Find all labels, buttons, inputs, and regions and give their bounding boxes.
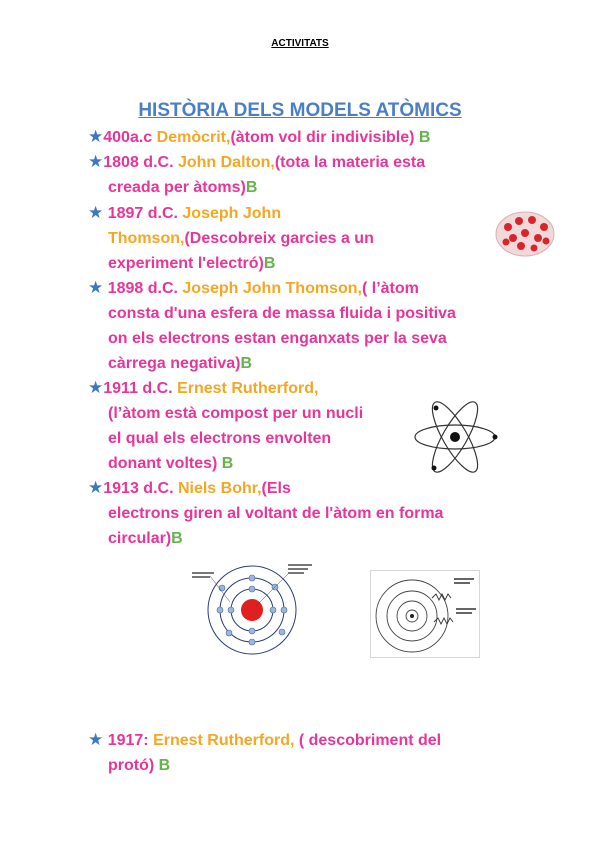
- star-icon: ★: [88, 152, 104, 171]
- star-icon: ★: [88, 203, 104, 222]
- star-icon: ★: [88, 378, 104, 397]
- entry-rutherford-1917: ★ 1917: Ernest Rutherford, ( descobriment del protó) B: [88, 730, 442, 774]
- entry-thomson-1898: ★ 1898 d.C. Joseph John Thomson,( l’àtom consta d'una esfera de massa fluida i positiva on els electrons estan enganxats per la seva càrrega negativa)B: [88, 278, 456, 372]
- entry-bohr: ★1913 d.C. Niels Bohr,(Els electrons giren al voltant de l'àtom en forma circular)B: [88, 478, 444, 547]
- bohr-model-diagram: [190, 562, 315, 658]
- thomson-model-icon: [494, 209, 556, 259]
- entry-democrit: ★400a.c Demòcrit,(àtom vol dir indivisible) B: [88, 127, 431, 146]
- rutherford-atom-icon: [410, 398, 500, 476]
- entry-rutherford-1911: ★1911 d.C. Ernest Rutherford, (l’àtom està compost per un nucli el qual els electrons envolten donant voltes) B: [88, 378, 364, 472]
- entry-thomson-1897: ★ 1897 d.C. Joseph John Thomson,(Descobreix garcies a un experiment l'electró)B: [88, 203, 374, 272]
- star-icon: ★: [88, 478, 104, 497]
- entry-dalton: ★1808 d.C. John Dalton,(tota la materia esta creada per àtoms)B: [88, 152, 426, 196]
- bohr-orbit-emission-diagram: [370, 570, 480, 658]
- star-icon: ★: [88, 127, 104, 146]
- star-icon: ★: [88, 278, 104, 297]
- page-title: HISTÒRIA DELS MODELS ATÒMICS: [138, 100, 462, 121]
- page-header: ACTIVITATS: [271, 38, 329, 49]
- star-icon: ★: [88, 730, 104, 749]
